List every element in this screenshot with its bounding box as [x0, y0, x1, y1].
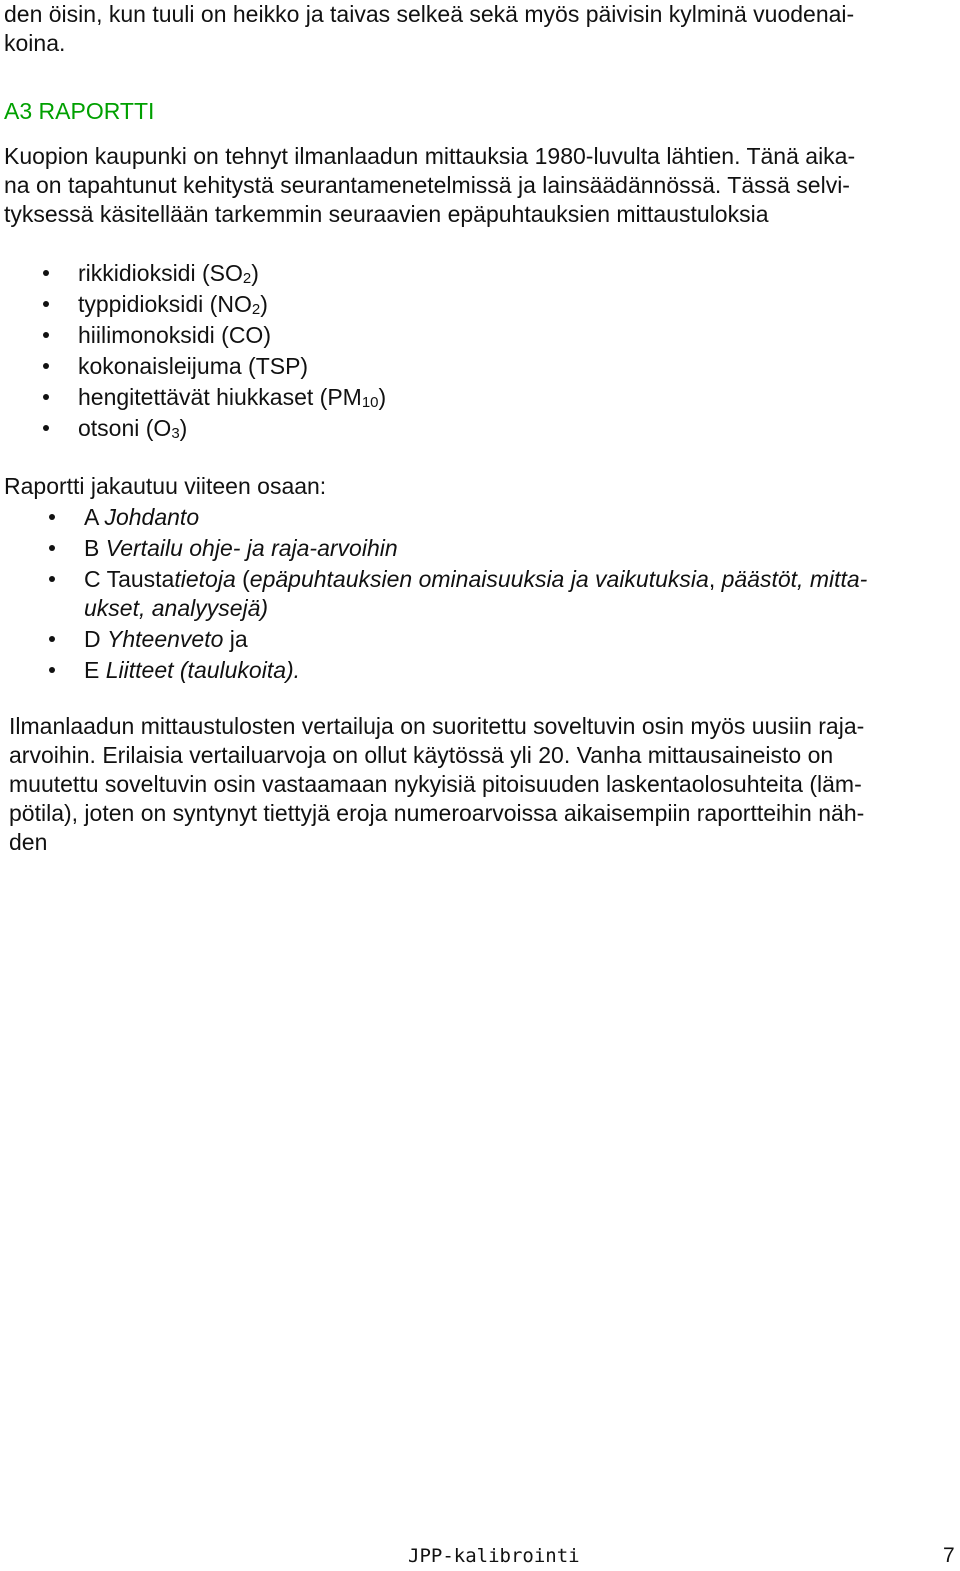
pollutant-item: rikkidioksidi $(SO_2)$: [78, 260, 259, 287]
section-item-c: C Taustatietoja (epäpuhtauksien ominaisuuksia ja vaikutuksia, päästöt, mitta-: [84, 566, 868, 592]
pollutant-item: typpidioksidi $(NO_2)$: [78, 291, 268, 318]
pollutant-item: kokonaisleijuma (TSP): [78, 353, 309, 379]
paragraph1-line-1: Kuopion kaupunki on tehnyt ilmanlaadun mittauksia 1980-luvulta lähtien. Tänä aika-: [4, 143, 856, 169]
bullet-icon: [49, 545, 55, 551]
intro-line-2: koina.: [4, 30, 66, 56]
paragraph2-line-1: Ilmanlaadun mittaustulosten vertailuja on suoritettu soveltuvin osin myös uusiin raja-: [9, 713, 865, 739]
section-item-c-continued: ukset, analyysejä): [84, 595, 269, 621]
bullet-icon: [43, 332, 49, 338]
paragraph2-line-3: muutettu soveltuvin osin vastaamaan nykyisiä pitoisuuden laskentaolosuhteita (läm-: [9, 771, 862, 797]
page-number: 7: [943, 1544, 955, 1567]
bullet-icon: [43, 363, 49, 369]
section-item-e: E Liitteet (taulukoita).: [84, 657, 301, 683]
section-item-d: D Yhteenveto ja: [84, 626, 248, 652]
footer-title: JPP-kalibrointi: [408, 1545, 580, 1567]
pollutant-item: hiilimonoksidi (CO): [78, 322, 271, 348]
bullet-icon: [49, 576, 55, 582]
bullet-icon: [49, 667, 55, 673]
paragraph1-line-3: tyksessä käsitellään tarkemmin seuraavien epäpuhtauksien mittaustuloksia: [4, 201, 769, 227]
paragraph2-line-4: pötila), joten on syntynyt tiettyjä eroja numeroarvoissa aikaisempiin raportteihin näh-: [9, 800, 865, 826]
bullet-icon: [43, 301, 49, 307]
paragraph2-line-5: den: [9, 829, 48, 855]
paragraph2-line-2: arvoihin. Erilaisia vertailuarvoja on ollut käytössä yli 20. Vanha mittausaineisto on: [9, 742, 834, 768]
bullet-icon: [49, 636, 55, 642]
intro-line-1: den öisin, kun tuuli on heikko ja taivas selkeä sekä myös päivisin kylminä vuodenai-: [4, 1, 855, 27]
pollutant-item: otsoni $(O_3)$: [78, 415, 188, 442]
pollutant-item: hengitettävät hiukkaset $(PM_{10})$: [78, 384, 387, 411]
report-intro: Raportti jakautuu viiteen osaan:: [4, 473, 327, 499]
section-heading: A3 RAPORTTI: [4, 98, 155, 124]
paragraph1-line-2: na on tapahtunut kehitystä seurantamenetelmissä ja lainsäädännössä. Tässä selvi-: [4, 172, 850, 198]
bullet-icon: [43, 270, 49, 276]
section-item-b: B Vertailu ohje- ja raja-arvoihin: [84, 535, 398, 561]
section-item-a: A Johdanto: [84, 504, 200, 530]
bullet-icon: [49, 514, 55, 520]
bullet-icon: [43, 425, 49, 431]
bullet-icon: [43, 394, 49, 400]
